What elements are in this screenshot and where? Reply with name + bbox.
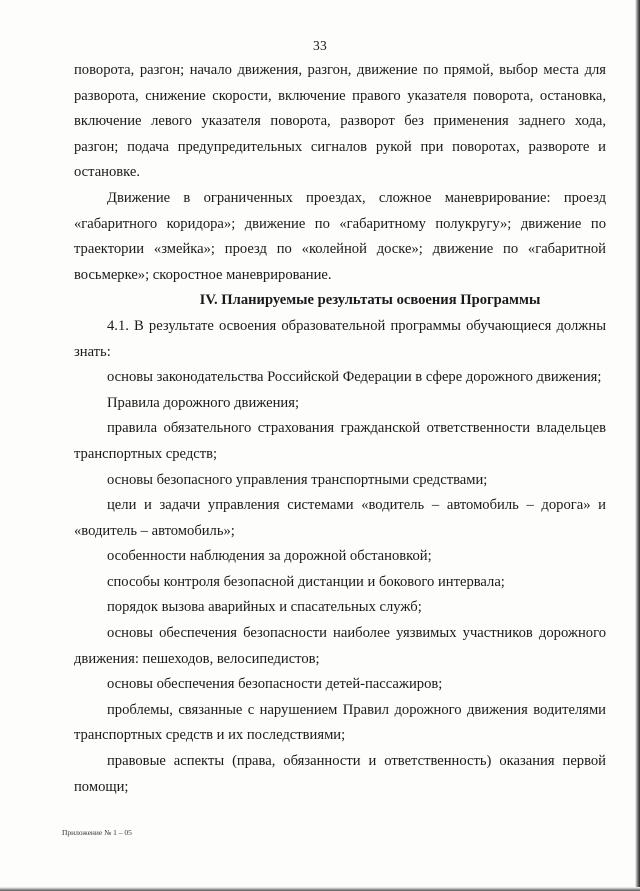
scan-edge-shadow: [635, 0, 640, 891]
page-content: [74, 58, 606, 800]
list-item: цели и задачи управления системами «водитель – автомобиль – дорога» и «водитель – автомобиль»;: [74, 497, 606, 539]
page-footer: Приложение № 1 – 05: [62, 828, 132, 837]
list-item: правила обязательного страхования гражданской ответственности владельцев транспортных средств;: [74, 420, 606, 462]
list-item: особенности наблюдения за дорожной обстановкой;: [107, 548, 432, 565]
scan-edge-shadow-bottom: [0, 887, 640, 891]
list-item: Правила дорожного движения;: [107, 394, 300, 411]
list-item: основы обеспечения безопасности наиболее уязвимых участников дорожного движения: пешеходов, велосипедистов;: [74, 625, 606, 667]
paragraph-learning-outcomes: 4.1. В результате освоения образовательной программы обучающиеся должны знать:: [74, 317, 606, 360]
list-item: способы контроля безопасной дистанции и бокового интервала;: [107, 573, 505, 590]
list-item: порядок вызова аварийных и спасательных служб;: [107, 599, 422, 616]
paragraph-maneuvers: поворота, разгон; начало движения, разгон, движение по прямой, выбор места для разворота, снижение скорости, включение правого указателя поворота, остановка, включение левого указателя поворота, разворот без применения заднего хода, разгон; подача предупредительных сигналов рукой при поворотах, развороте и остановке.: [74, 62, 606, 181]
list-item: проблемы, связанные с нарушением Правил дорожного движения водителями транспортных средств и их последствиями;: [74, 701, 606, 744]
list-item: основы обеспечения безопасности детей-пассажиров;: [107, 676, 443, 693]
list-item: основы законодательства Российской Федерации в сфере дорожного движения;: [107, 369, 602, 386]
paragraph-limited-passages: Движение в ограниченных проездах, сложное маневрирование: проезд «габаритного коридора»; движение по «габаритному полукругу»; движение по траектории «змейка»; проезд по «колейной доске»; движение по «габаритной восьмерке»; скоростное маневрирование.: [74, 189, 606, 283]
list-item: основы безопасного управления транспортными средствами;: [107, 471, 488, 488]
page-number: 33: [312, 38, 328, 53]
section-heading: IV. Планируемые результаты освоения Программы: [199, 292, 541, 309]
list-item: правовые аспекты (права, обязанности и ответственность) оказания первой помощи;: [74, 753, 606, 795]
